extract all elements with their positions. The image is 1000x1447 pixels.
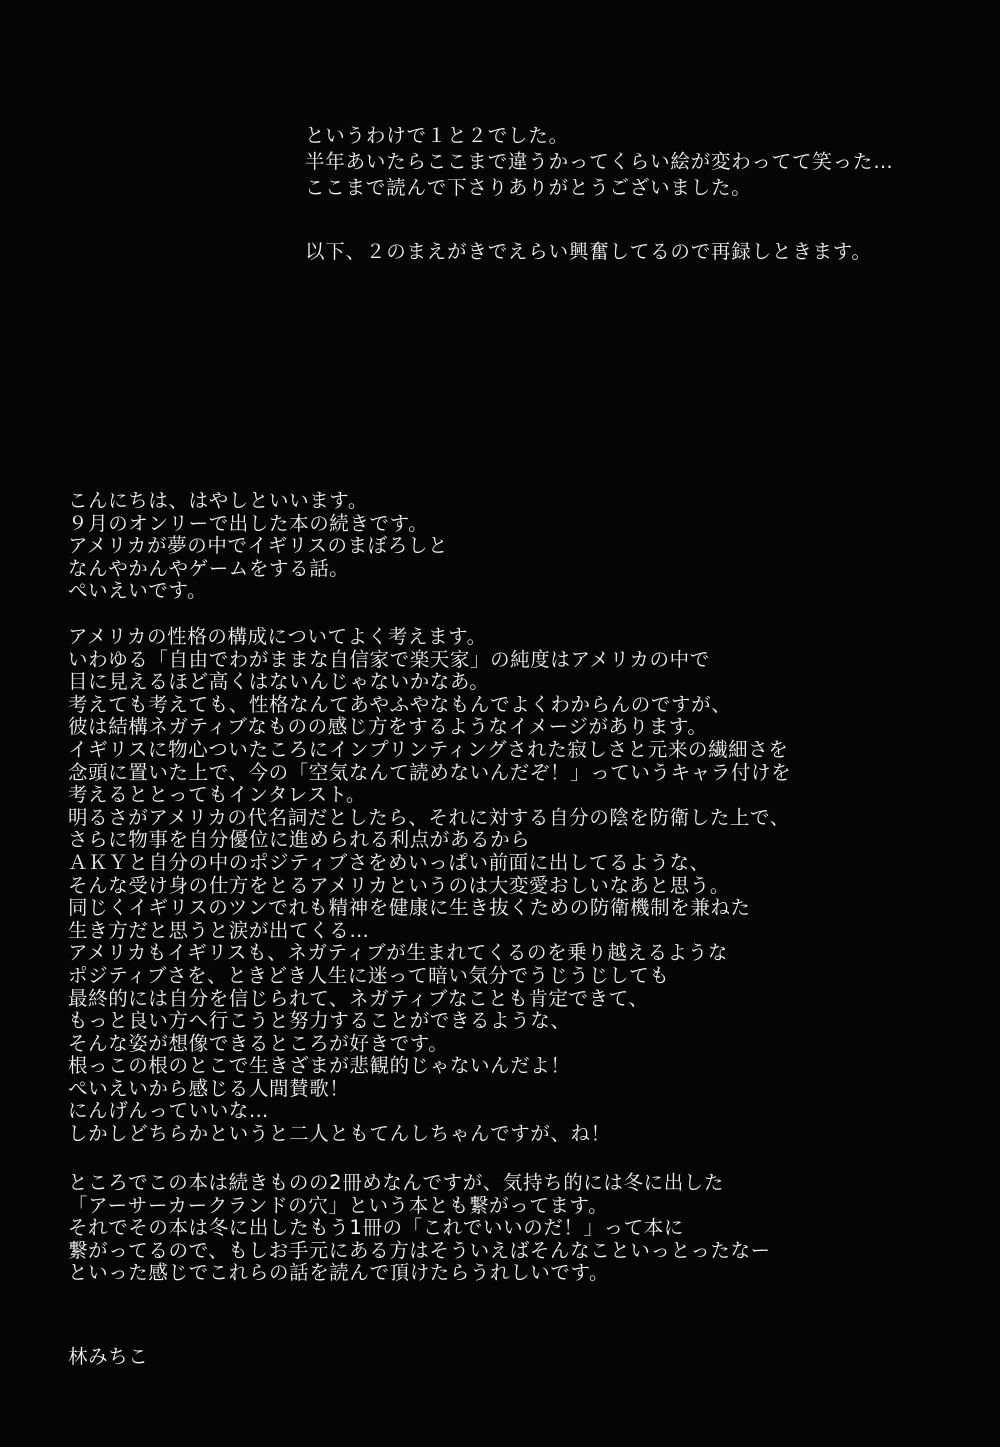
closing-line: といった感じでこれらの話を読んで頂けたらうれしいです。	[68, 1261, 610, 1285]
closing-paragraph	[68, 1172, 771, 1285]
essay-line: そんな姿が想像できるところが好きです。	[68, 1031, 449, 1055]
essay-line: ぺいえいから感じる人間賛歌！	[68, 1076, 350, 1100]
closing-line: ところでこの本は続きものの2冊めなんですが、気持ち的には冬に出した	[68, 1171, 725, 1194]
author-signature	[68, 1346, 148, 1369]
essay-line: 根っこの根のとこで生きざまが悲観的じゃないんだよ！	[68, 1054, 571, 1078]
essay-line: 念頭に置いた上で、今の「空気なんて読めないんだぞ！」っていうキャラ付けを	[68, 760, 792, 784]
essay-line: しかしどちらかというと二人ともてんしちゃんですが、ね！	[68, 1122, 611, 1146]
essay-line: アメリカもイギリスも、ネガティブが生まれてくるのを乗り越えるような	[68, 941, 728, 965]
essay-line: にんげんっていいな…	[68, 1099, 270, 1123]
essay-line: ＡＫＹと自分の中のポジティブさをめいっぱい前面に出してるような、	[68, 850, 710, 874]
essay-line: そんな受け身の仕方をとるアメリカというのは大変愛おしいなあと思う。	[68, 873, 730, 897]
essay-line: 目に見えるほど高くはないんじゃないかなあ。	[68, 670, 490, 694]
intro-line: ここまで読んで下さりありがとうございました。	[305, 176, 752, 199]
closing-line: それでその本は冬に出したもう1冊の「これでいいのだ！」って本に	[68, 1216, 685, 1240]
greeting-line: アメリカが夢の中でイギリスのまぼろしと	[68, 534, 449, 558]
essay-line: いわゆる「自由でわがままな自信家で楽天家」の純度はアメリカの中で	[68, 647, 710, 671]
greeting-line: ９月のオンリーで出した本の続きです。	[68, 511, 429, 535]
reprint-note-line: 以下、２のまえがきでえらい興奮してるので再録しときます。	[305, 240, 872, 263]
greeting-line: こんにちは、はやしといいます。	[68, 489, 368, 512]
greeting-paragraph	[68, 490, 448, 603]
essay-line: 明るさがアメリカの代名詞だとしたら、それに対する自分の陰を防衛した上で、	[68, 805, 790, 829]
author-name: 林みちこ	[68, 1345, 149, 1368]
essay-line: さらに物事を自分優位に進められる利点があるから	[68, 828, 531, 852]
essay-line: 生き方だと思うと涙が出てくる…	[68, 918, 370, 942]
intro-line: というわけで１と２でした。	[305, 124, 569, 147]
greeting-line: なんやかんやゲームをする話。	[68, 556, 350, 580]
essay-line: 考えても考えても、性格なんてあやふやなもんでよくわからんのですが、	[68, 692, 732, 716]
essay-line: 考えるととってもインタレスト。	[68, 783, 366, 807]
essay-line: アメリカの性格の構成についてよく考えます。	[68, 625, 487, 648]
essay-line: 最終的には自分を信じられて、ネガティブなことも肯定できて、	[68, 986, 649, 1010]
essay-line: ポジティブさを、ときどき人生に迷って暗い気分でうじうじしても	[68, 963, 670, 987]
greeting-line: ぺいえいです。	[68, 579, 208, 603]
closing-line: 「アーサーカークランドの穴」という本とも繋がってます。	[68, 1193, 609, 1217]
intro-paragraph	[305, 123, 894, 201]
essay-paragraph	[68, 626, 791, 1146]
essay-line: もっと良い方へ行こうと努力することができるような、	[68, 1009, 571, 1033]
essay-line: 同じくイギリスのツンでれも精神を健康に生き抜くための防衛機制を兼ねた	[68, 896, 751, 920]
intro-line: 半年あいたらここまで違うかってくらい絵が変わってて笑った…	[305, 150, 894, 173]
closing-line: 繋がってるので、もしお手元にある方はそういえばそんなこといっとったなー	[68, 1238, 771, 1262]
essay-line: 彼は結構ネガティブなものの感じ方をするようなイメージがあります。	[68, 715, 708, 739]
reprint-note	[305, 241, 872, 264]
essay-line: イギリスに物心ついたころにインプリンティングされた寂しさと元来の繊細さを	[68, 737, 789, 761]
